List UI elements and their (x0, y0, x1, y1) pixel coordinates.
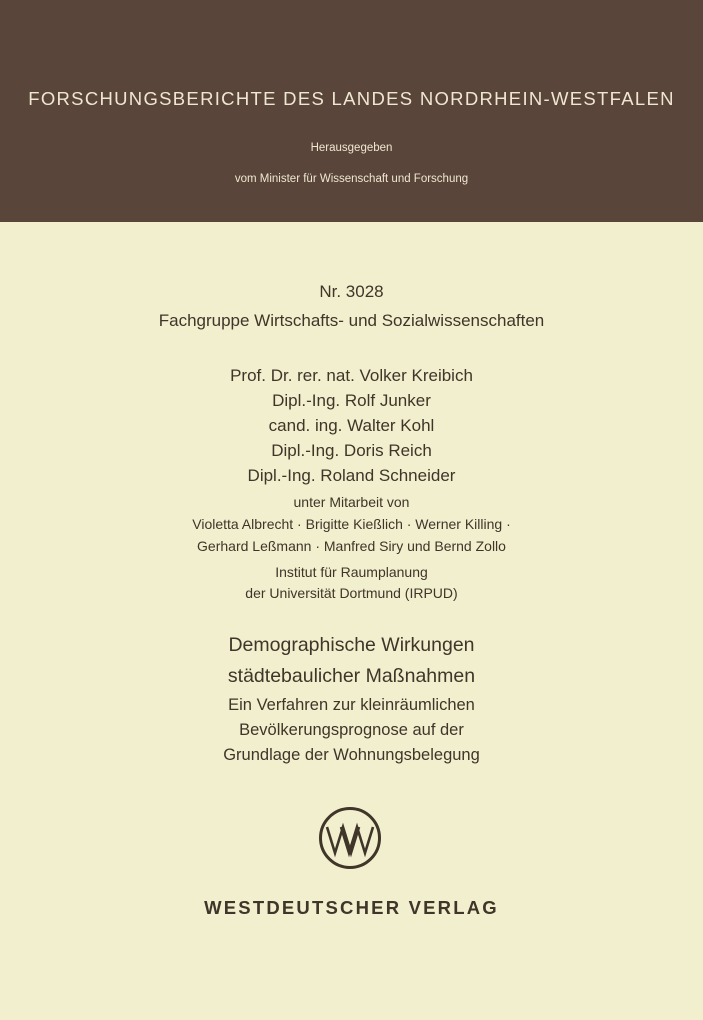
subtitle-line-2: Bevölkerungsprognose auf der (239, 721, 464, 739)
title-line-2: städtebaulicher Maßnahmen (227, 665, 476, 687)
institute-line-1: Institut für Raumplanung (275, 564, 428, 580)
series-title: FORSCHUNGSBERICHTE DES LANDES NORDRHEIN-WESTFALEN (28, 88, 675, 109)
collaboration-intro: unter Mitarbeit von (293, 494, 410, 510)
editor-line-2: vom Minister für Wissenschaft und Forschung (234, 173, 469, 185)
subtitle-line-3: Grundlage der Wohnungsbelegung (223, 746, 480, 764)
ww-circle-logo-icon (318, 806, 382, 870)
editor-line-1: Herausgegeben (310, 142, 393, 154)
author-4: Dipl.-Ing. Doris Reich (271, 441, 432, 460)
publisher-name: WESTDEUTSCHER VERLAG (204, 897, 499, 918)
report-number: Nr. 3028 (319, 282, 384, 301)
institute-line-2: der Universität Dortmund (IRPUD) (245, 585, 458, 601)
subtitle-line-1: Ein Verfahren zur kleinräumlichen (228, 696, 475, 714)
title-line-1: Demographische Wirkungen (228, 634, 475, 656)
author-3: cand. ing. Walter Kohl (268, 416, 435, 435)
author-1: Prof. Dr. rer. nat. Volker Kreibich (230, 366, 473, 385)
collaboration-line-2: Gerhard Leßmann · Manfred Siry und Bernd Zollo (197, 538, 506, 554)
collaboration-line-1: Violetta Albrecht · Brigitte Kießlich · Werner Killing · (192, 516, 511, 532)
report-group: Fachgruppe Wirtschafts- und Sozialwissenschaften (158, 311, 545, 330)
author-2: Dipl.-Ing. Rolf Junker (272, 391, 431, 410)
header-band (0, 0, 703, 222)
author-5: Dipl.-Ing. Roland Schneider (247, 466, 456, 485)
